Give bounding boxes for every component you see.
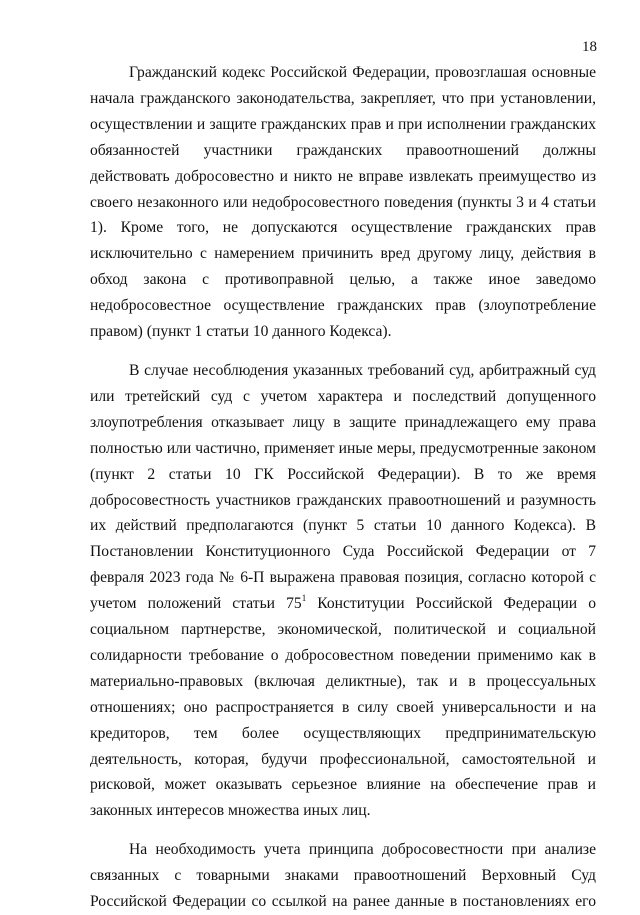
paragraph-2-text-after-footnote: Конституции Российской Федерации о социальном партнерстве, экономической, политической и социальной солидарности требование о добросовестном поведении применимо как в материально-правовых (включая деликтные), так и в процессуальных отношениях; оно распространяется в силу своей универсальности и на кредиторов, тем более осуществляющих предпринимательскую деятельность, которая, будучи профессиональной, самостоятельной и рисковой, может оказывать серьезное влияние на обеспечение прав и законных интересов множества иных лиц. (90, 595, 597, 820)
paragraph-1-text: Гражданский кодекс Российской Федерации, провозглашая основные начала гражданского законодательства, закрепляет, что при установлении, осуществлении и защите гражданских прав и при исполнении гражданских обязанностей участники гражданских правоотношений должны действовать добросовестно и никто не вправе извлекать преимущество из своего незаконного или недобросовестного поведения (пункты 3 и 4 статьи 1). Кроме того, не допускаются осуществление гражданских прав исключительно с намерением причинить вред другому лицу, действия в обход закона с противоправной целью, а также иное заведомо недобросовестное осуществление гражданских прав (злоупотребление правом) (пункт 1 статьи 10 данного Кодекса). (90, 64, 596, 341)
paragraph-3 (90, 837, 596, 915)
paragraph-3-text: На необходимость учета принципа добросовестности при анализе связанных с товарными знаками правоотношений Верховный Суд Российской Федерации со ссылкой на ранее данные в постановлениях его (90, 841, 596, 911)
page-number: 18 (582, 39, 597, 55)
paragraph-2-text-before-footnote: В случае несоблюдения указанных требований суд, арбитражный суд или третейский суд с учетом характера и последствий допущенного злоупотребления отказывает лицу в защите принадлежащего ему права полностью или частично, применяет иные меры, предусмотренные законом (пункт 2 статьи 10 ГК Российской Федерации). В то же время добросовестность участников гражданских правоотношений и разумность их действий предполагаются (пункт 5 статьи 10 данного Кодекса). В Постановлении Конституционного Суда Российской Федерации от 7 февраля 2023 года № 6-П выражена правовая позиция, согласно которой с учетом положений статьи 75 (90, 361, 596, 613)
paragraph-1 (90, 60, 596, 345)
superscript-mark: 1 (301, 593, 307, 604)
document-body (90, 60, 596, 915)
paragraph-2 (90, 358, 596, 824)
